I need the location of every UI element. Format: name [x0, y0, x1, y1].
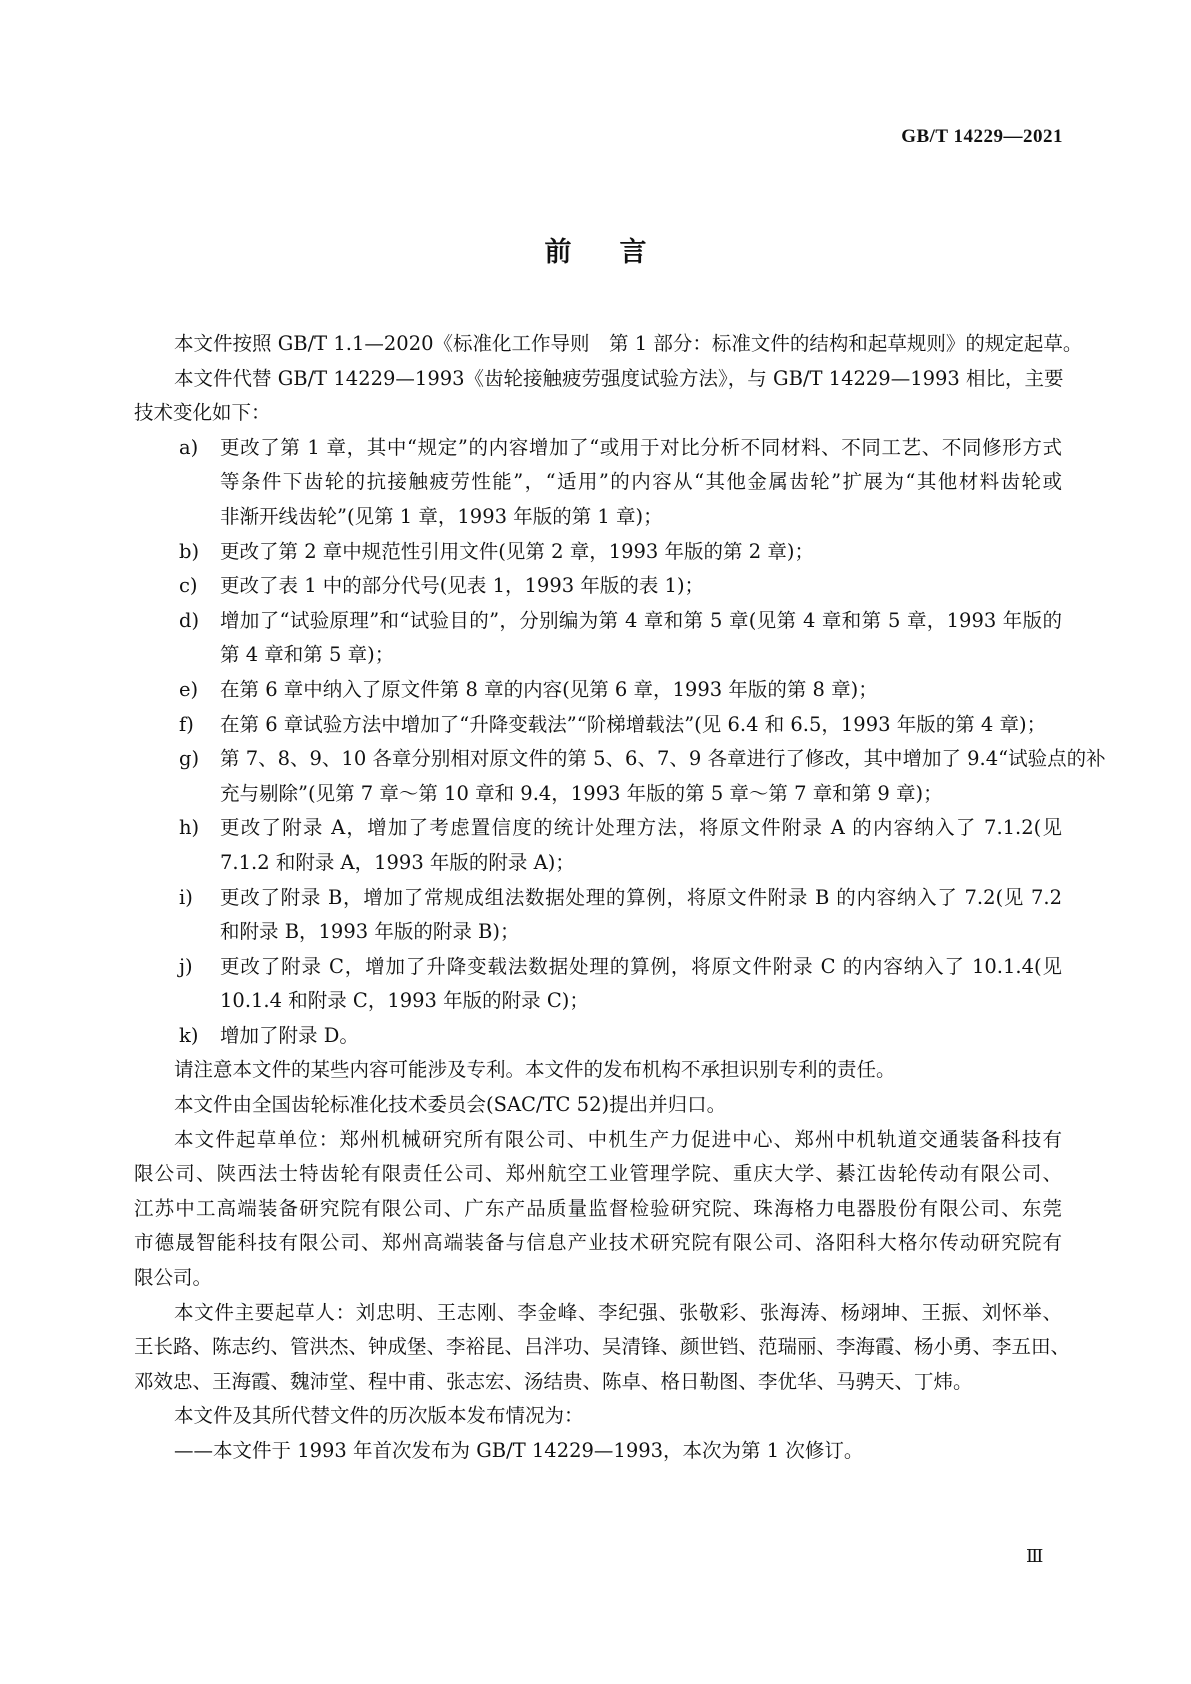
text-line: 更改了附录 A，增加了考虑置信度的统计处理方法，将原文件附录 A 的内容纳入了 7.1.2(见 — [220, 816, 1062, 840]
text-line: 在第 6 章中纳入了原文件第 8 章的内容(见第 6 章，1993 年版的第 8 章)； — [220, 677, 878, 701]
text-line: 和附录 B，1993 年版的附录 B)； — [220, 920, 520, 944]
text-line: 非渐开线齿轮”(见第 1 章，1993 年版的第 1 章)； — [220, 504, 663, 528]
text-line: 更改了第 1 章，其中“规定”的内容增加了“或用于对比分析不同材料、不同工艺、不同修形方式 — [220, 435, 1062, 459]
text-line: 在第 6 章试验方法中增加了“升降变载法”“阶梯增载法”(见 6.4 和 6.5，1993 年版的第 4 章)； — [220, 712, 1047, 736]
text-line: 更改了附录 B，增加了常规成组法数据处理的算例，将原文件附录 B 的内容纳入了 7.2(见 7.2 — [220, 885, 1062, 909]
list-item — [134, 673, 1062, 708]
title-char: 前 — [544, 237, 572, 268]
list-item — [134, 742, 1106, 811]
text-line: 限公司、陕西法士特齿轮有限责任公司、郑州航空工业管理学院、重庆大学、綦江齿轮传动有限公司、 — [134, 1162, 1062, 1186]
text-line: 本文件起草单位：郑州机械研究所有限公司、中机生产力促进中心、郑州中机轨道交通装备科技有 — [174, 1127, 1062, 1151]
list-item-label: h) — [179, 816, 200, 840]
list-item-label: f) — [179, 712, 194, 736]
list-item — [134, 811, 1062, 880]
text-line: 本文件由全国齿轮标准化技术委员会(SAC/TC 52)提出并归口。 — [174, 1093, 727, 1117]
text-line: 本文件代替 GB/T 14229—1993《齿轮接触疲劳强度试验方法》，与 GB/T 14229—1993 相比，主要 — [174, 366, 1064, 390]
text-line: 请注意本文件的某些内容可能涉及专利。本文件的发布机构不承担识别专利的责任。 — [174, 1058, 896, 1082]
text-line: 第 4 章和第 5 章)； — [220, 643, 395, 667]
list-item — [134, 1019, 1062, 1054]
text-line: ——本文件于 1993 年首次发布为 GB/T 14229—1993，本次为第 1 次修订。 — [174, 1439, 864, 1462]
list-item-label: e) — [179, 677, 199, 701]
text-line: 第 7、8、9、10 各章分别相对原文件的第 5、6、7、9 各章进行了修改，其中增加了 9.4“试验点的补 — [220, 747, 1106, 771]
paragraph — [134, 1434, 1062, 1469]
list-item-label: b) — [179, 539, 200, 563]
list-item — [134, 708, 1062, 743]
text-line: 更改了附录 C，增加了升降变载法数据处理的算例，将原文件附录 C 的内容纳入了 10.1.4(见 — [220, 954, 1062, 978]
text-line: 本文件按照 GB/T 1.1—2020《标准化工作导则 第 1 部分：标准文件的结构和起草规则》的规定起草。 — [174, 332, 1083, 355]
text-line: 本文件主要起草人：刘忠明、王志刚、李金峰、李纪强、张敬彩、张海涛、杨翊坤、王振、刘怀举、 — [174, 1300, 1062, 1324]
paragraph — [134, 1088, 1062, 1123]
paragraph — [134, 327, 1083, 362]
paragraph — [134, 362, 1062, 431]
text-line: 王长路、陈志约、管洪杰、钟成堡、李裕昆、吕泮功、吴清锋、颜世铛、范瑞丽、李海霞、杨小勇、李五田、 — [134, 1335, 1071, 1359]
text-line: 等条件下齿轮的抗接触疲劳性能”，“适用”的内容从“其他金属齿轮”扩展为“其他材料齿轮或 — [220, 470, 1062, 494]
list-item-label: j) — [179, 954, 193, 978]
list-item — [134, 881, 1062, 950]
list-item-label: g) — [179, 747, 200, 771]
text-line: 限公司。 — [134, 1266, 213, 1290]
list-item — [134, 950, 1062, 1019]
text-line: 充与剔除”(见第 7 章～第 10 章和 9.4，1993 年版的第 5 章～第 7 章和第 9 章)； — [220, 781, 943, 805]
text-line: 7.1.2 和附录 A，1993 年版的附录 A)； — [220, 850, 575, 874]
text-line: 更改了第 2 章中规范性引用文件(见第 2 章，1993 年版的第 2 章)； — [220, 539, 814, 563]
text-line: 10.1.4 和附录 C，1993 年版的附录 C)； — [220, 989, 589, 1013]
page-title — [0, 230, 1191, 269]
text-line: 江苏中工高端装备研究院有限公司、广东产品质量监督检验研究院、珠海格力电器股份有限公司、东莞 — [134, 1196, 1062, 1220]
text-line: 市德晟智能科技有限公司、郑州高端装备与信息产业技术研究院有限公司、洛阳科大格尔传动研究院有 — [134, 1231, 1062, 1255]
list-item — [134, 604, 1062, 673]
paragraph — [134, 1399, 1062, 1434]
list-item-label: d) — [179, 608, 200, 632]
document-body — [134, 327, 1106, 1469]
list-item — [134, 431, 1062, 535]
list-item — [134, 569, 1062, 604]
list-item — [134, 535, 1062, 570]
list-item-label: c) — [179, 574, 198, 598]
paragraph — [134, 1053, 1062, 1088]
title-char: 言 — [619, 237, 647, 268]
text-line: 增加了附录 D。 — [220, 1023, 359, 1047]
text-line: 更改了表 1 中的部分代号(见表 1，1993 年版的表 1)； — [220, 574, 705, 598]
paragraph — [134, 1123, 1062, 1296]
paragraph — [134, 1296, 1071, 1400]
text-line: 本文件及其所代替文件的历次版本发布情况为： — [174, 1404, 584, 1428]
text-line: 技术变化如下： — [134, 401, 271, 425]
document-number: GB/T 14229—2021 — [901, 126, 1063, 147]
page-number: Ⅲ — [1026, 1546, 1044, 1567]
list-item-label: k) — [179, 1023, 199, 1047]
list-item-label: i) — [179, 885, 193, 909]
text-line: 增加了“试验原理”和“试验目的”，分别编为第 4 章和第 5 章(见第 4 章和第 5 章，1993 年版的 — [220, 608, 1062, 632]
list-item-label: a) — [179, 435, 199, 459]
text-line: 邓效忠、王海霞、魏沛堂、程中甫、张志宏、汤结贵、陈卓、格日勒图、李优华、马骋天、丁炜。 — [134, 1369, 973, 1393]
